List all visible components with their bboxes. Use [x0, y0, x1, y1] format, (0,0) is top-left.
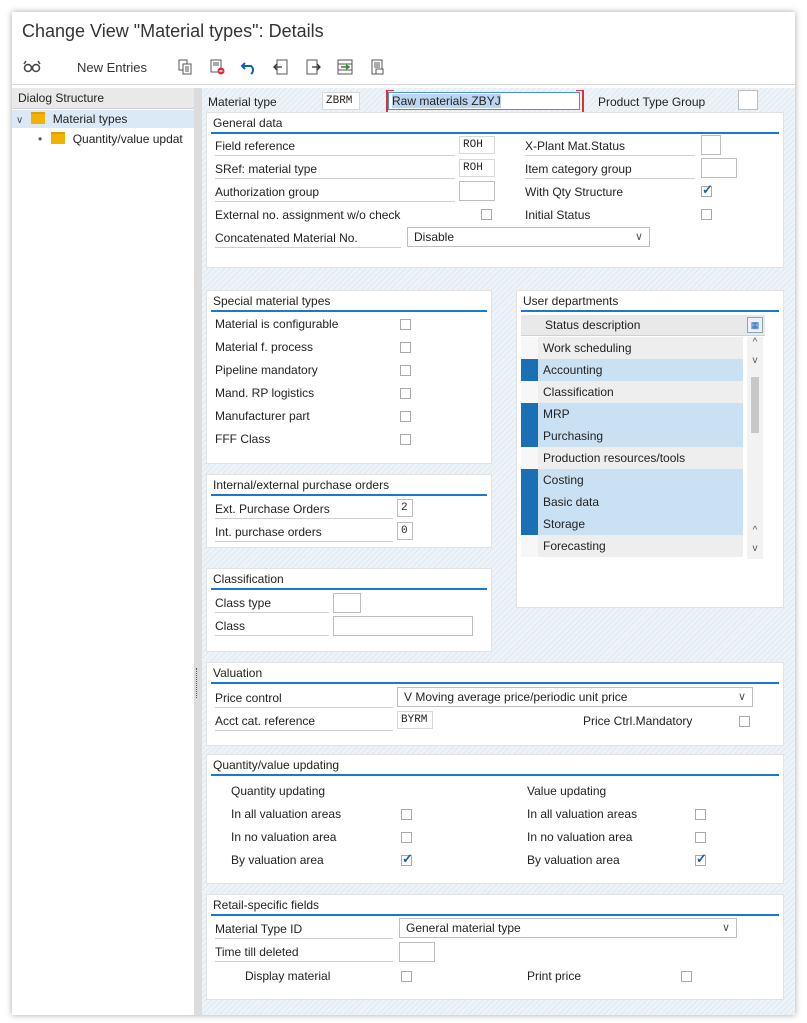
section-divider	[211, 914, 779, 916]
row-selector[interactable]	[521, 513, 538, 535]
row-selector[interactable]	[521, 337, 538, 359]
print-icon[interactable]	[366, 56, 388, 78]
special-material-types-section	[206, 290, 492, 464]
material-f-process-label: Material f. process	[215, 340, 314, 354]
department-row[interactable]	[521, 337, 743, 360]
department-label: Work scheduling	[543, 341, 632, 355]
material-f-process-checkbox[interactable]	[400, 342, 411, 353]
tree-item-quantity-value-updating[interactable]	[38, 130, 194, 148]
folder-icon	[51, 132, 65, 144]
value-no-valuation-area-label: In no valuation area	[527, 830, 633, 844]
material-description-value: Raw materials ZBYJ	[392, 94, 501, 108]
value-no-valuation-area-checkbox[interactable]	[695, 832, 706, 843]
previous-entry-icon[interactable]	[270, 56, 292, 78]
int-purchase-orders-label: Int. purchase orders	[215, 525, 393, 542]
department-label: Costing	[543, 473, 584, 487]
dialog-structure-title: Dialog Structure	[12, 88, 194, 109]
splitter[interactable]	[194, 88, 202, 1015]
scroll-up-icon[interactable]: ^	[752, 525, 758, 536]
qty-by-valuation-area-checkbox[interactable]	[401, 855, 412, 866]
int-purchase-orders-field[interactable]: 0	[397, 522, 413, 540]
qty-no-valuation-area-checkbox[interactable]	[401, 832, 412, 843]
pipeline-mandatory-checkbox[interactable]	[400, 365, 411, 376]
external-no-assignment-label: External no. assignment w/o check	[215, 208, 401, 222]
time-till-deleted-field[interactable]	[399, 942, 435, 962]
section-divider	[211, 310, 487, 312]
value-by-valuation-area-checkbox[interactable]	[695, 855, 706, 866]
glasses-icon[interactable]	[20, 56, 44, 78]
department-row[interactable]	[521, 535, 743, 558]
section-title: Retail-specific fields	[213, 898, 320, 912]
initial-status-checkbox[interactable]	[701, 209, 712, 220]
sref-material-type-label: SRef: material type	[215, 162, 455, 179]
acct-cat-reference-field: BYRM	[397, 711, 433, 729]
general-data-section	[206, 112, 784, 268]
department-label: Purchasing	[543, 429, 604, 443]
department-row[interactable]	[521, 447, 743, 470]
scroll-down-icon[interactable]: v	[752, 355, 758, 366]
section-divider	[211, 132, 779, 134]
fff-class-checkbox[interactable]	[400, 434, 411, 445]
material-type-field: ZBRM	[322, 92, 360, 110]
chevron-down-icon: ∨	[721, 922, 730, 934]
department-row[interactable]	[521, 381, 743, 404]
qty-by-valuation-area-label: By valuation area	[231, 853, 324, 867]
department-label: Forecasting	[543, 539, 606, 553]
section-divider	[521, 310, 779, 312]
quantity-updating-heading: Quantity updating	[231, 784, 326, 798]
tree-item-material-types[interactable]	[12, 110, 194, 128]
row-selector[interactable]	[521, 425, 538, 447]
details-area	[202, 88, 795, 1015]
status-description-header[interactable]: Status description	[545, 318, 641, 332]
product-type-group-label: Product Type Group	[598, 95, 706, 109]
row-selector[interactable]	[521, 403, 538, 425]
field-reference-field: ROH	[459, 136, 495, 154]
value-all-valuation-areas-label: In all valuation areas	[527, 807, 638, 821]
mand-rp-logistics-checkbox[interactable]	[400, 388, 411, 399]
scroll-down-icon[interactable]: v	[752, 543, 758, 554]
price-control-value: V Moving average price/periodic unit price	[404, 690, 628, 704]
material-type-id-value: General material type	[406, 921, 521, 935]
toolbar	[12, 50, 795, 85]
sref-material-type-field: ROH	[459, 159, 495, 177]
class-type-label: Class type	[215, 596, 329, 613]
splitter-grip[interactable]	[196, 668, 200, 698]
acct-cat-reference-label: Acct cat. reference	[215, 714, 393, 731]
price-ctrl-mandatory-checkbox[interactable]	[739, 716, 750, 727]
x-plant-mat-status-label: X-Plant Mat.Status	[525, 139, 695, 156]
department-row[interactable]	[521, 469, 743, 492]
display-material-label: Display material	[245, 969, 331, 983]
row-selector[interactable]	[521, 469, 538, 491]
scroll-thumb[interactable]	[751, 377, 759, 433]
select-all-icon[interactable]	[334, 56, 356, 78]
next-entry-icon[interactable]	[302, 56, 324, 78]
section-title: General data	[213, 116, 283, 130]
department-row[interactable]	[521, 359, 743, 382]
section-title: Valuation	[213, 666, 263, 680]
section-divider	[211, 682, 779, 684]
value-by-valuation-area-label: By valuation area	[527, 853, 620, 867]
time-till-deleted-label: Time till deleted	[215, 945, 393, 962]
manufacturer-part-label: Manufacturer part	[215, 409, 310, 423]
qty-no-valuation-area-label: In no valuation area	[231, 830, 337, 844]
ext-purchase-orders-label: Ext. Purchase Orders	[215, 502, 393, 519]
field-reference-label: Field reference	[215, 139, 455, 156]
initial-status-label: Initial Status	[525, 208, 591, 222]
material-type-label: Material type	[208, 95, 277, 109]
retail-specific-fields-section	[206, 894, 784, 1000]
chevron-down-icon[interactable]: ∨	[16, 115, 24, 126]
display-material-checkbox[interactable]	[401, 971, 412, 982]
material-description-field[interactable]	[388, 92, 580, 110]
required-marker	[576, 90, 584, 114]
manufacturer-part-checkbox[interactable]	[400, 411, 411, 422]
row-selector[interactable]	[521, 447, 538, 469]
material-type-id-label: Material Type ID	[215, 922, 393, 939]
department-label: Production resources/tools	[543, 451, 686, 465]
user-departments-section	[516, 290, 784, 608]
material-configurable-checkbox[interactable]	[400, 319, 411, 330]
department-label: Storage	[543, 517, 586, 531]
window	[12, 12, 795, 1015]
department-label: Classification	[543, 385, 614, 399]
mand-rp-logistics-label: Mand. RP logistics	[215, 386, 315, 400]
concatenated-material-no-value: Disable	[414, 230, 455, 244]
delete-icon[interactable]	[206, 56, 228, 78]
class-field[interactable]	[333, 616, 473, 636]
undo-icon[interactable]	[238, 56, 260, 78]
section-title: Special material types	[213, 294, 331, 308]
table-settings-icon[interactable]: ▦	[747, 317, 763, 333]
valuation-section	[206, 662, 784, 746]
value-all-valuation-areas-checkbox[interactable]	[695, 809, 706, 820]
print-price-label: Print price	[527, 969, 582, 983]
external-no-assignment-checkbox[interactable]	[481, 209, 492, 220]
with-qty-structure-checkbox[interactable]	[701, 186, 712, 197]
tree-item-label: Material types	[52, 112, 128, 126]
scroll-up-icon[interactable]: ^	[752, 337, 758, 348]
row-selector[interactable]	[521, 381, 538, 403]
ext-purchase-orders-field[interactable]: 2	[397, 499, 413, 517]
copy-icon[interactable]	[174, 56, 196, 78]
price-control-label: Price control	[215, 691, 393, 708]
department-label: Basic data	[543, 495, 600, 509]
row-selector[interactable]	[521, 491, 538, 513]
chevron-down-icon: ∨	[634, 231, 643, 243]
price-ctrl-mandatory-label: Price Ctrl.Mandatory	[583, 714, 693, 728]
x-plant-mat-status-field[interactable]	[701, 135, 721, 155]
with-qty-structure-label: With Qty Structure	[525, 185, 624, 199]
qty-all-valuation-areas-checkbox[interactable]	[401, 809, 412, 820]
class-type-field[interactable]	[333, 593, 361, 613]
folder-icon	[31, 112, 45, 124]
material-type-id-dropdown[interactable]	[399, 918, 737, 938]
fff-class-label: FFF Class	[215, 432, 271, 446]
print-price-checkbox[interactable]	[681, 971, 692, 982]
material-configurable-label: Material is configurable	[215, 317, 339, 331]
concatenated-material-no-label: Concatenated Material No.	[215, 231, 401, 248]
department-row[interactable]	[521, 491, 743, 514]
section-divider	[211, 588, 487, 590]
classification-section	[206, 568, 492, 652]
row-selector[interactable]	[521, 359, 538, 381]
authorization-group-label: Authorization group	[215, 185, 455, 202]
class-label: Class	[215, 619, 329, 636]
qty-all-valuation-areas-label: In all valuation areas	[231, 807, 342, 821]
department-row[interactable]	[521, 513, 743, 536]
section-title: Internal/external purchase orders	[213, 478, 390, 492]
item-category-group-label: Item category group	[525, 162, 695, 179]
section-title: Classification	[213, 572, 284, 586]
section-title: User departments	[523, 294, 619, 308]
value-updating-heading: Value updating	[527, 784, 607, 798]
new-entries-button[interactable]: New Entries	[76, 59, 148, 75]
chevron-down-icon: ∨	[737, 691, 746, 703]
department-label: Accounting	[543, 363, 603, 377]
purchase-orders-section	[206, 474, 492, 548]
product-type-group-field[interactable]	[738, 90, 758, 110]
authorization-group-field[interactable]	[459, 181, 495, 201]
required-marker	[386, 90, 394, 114]
window-title: Change View "Material types": Details	[22, 21, 324, 41]
department-row[interactable]	[521, 425, 743, 448]
quantity-value-updating-section	[206, 754, 784, 884]
title-bar	[12, 12, 795, 50]
dialog-structure-panel	[12, 88, 195, 1015]
table-header	[521, 315, 765, 336]
price-control-dropdown[interactable]	[397, 687, 753, 707]
department-label: MRP	[543, 407, 570, 421]
item-category-group-field[interactable]	[701, 158, 737, 178]
section-divider	[211, 774, 779, 776]
concatenated-material-no-dropdown[interactable]	[407, 227, 650, 247]
row-selector[interactable]	[521, 535, 538, 557]
bullet-icon: •	[38, 132, 43, 146]
pipeline-mandatory-label: Pipeline mandatory	[215, 363, 318, 377]
department-row[interactable]	[521, 403, 743, 426]
scrollbar[interactable]	[747, 337, 763, 559]
section-title: Quantity/value updating	[213, 758, 340, 772]
section-divider	[211, 494, 487, 496]
tree-item-label: Quantity/value updat	[72, 132, 183, 146]
